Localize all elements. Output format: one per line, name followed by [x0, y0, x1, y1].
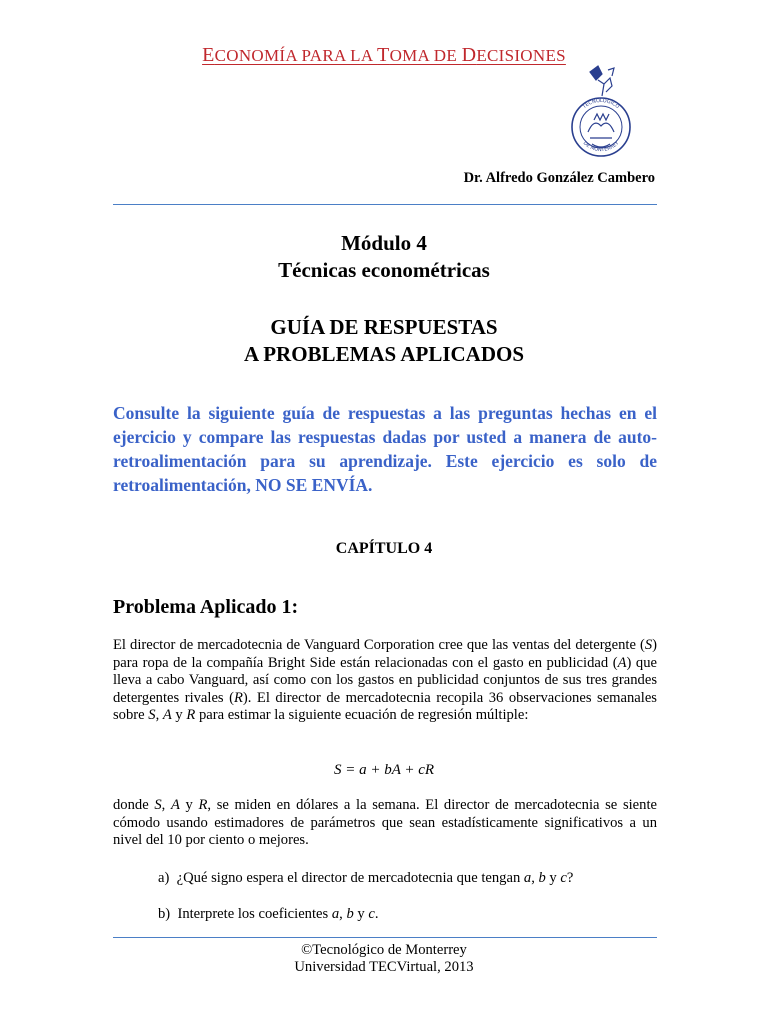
question-a: a) ¿Qué signo espera el director de mercadotecnia que tengan a, b y c? [158, 870, 574, 886]
guide-title [0, 314, 768, 368]
title-rest-1: CONOMÍA PARA LA [214, 46, 378, 65]
course-title [0, 44, 768, 67]
footer-copyright: ©Tecnológico de Monterrey [301, 942, 467, 958]
title-cap-3: D [461, 44, 477, 66]
svg-text:TECNOLÓGICO [581, 97, 621, 111]
chapter-heading: CAPÍTULO 4 [335, 540, 433, 557]
question-b-label: b) [158, 906, 171, 922]
intro-note: Consulte la siguiente guía de respuestas a las preguntas hechas en el ejercicio y compare las respuestas dadas por usted a manera de auto-retroalimentación para su aprendizaje. Este ejercicio es solo de retroalimentación, NO SE ENVÍA. [113, 403, 657, 495]
footer-university: Universidad TECVirtual, 2013 [294, 959, 474, 975]
footer-divider [113, 937, 657, 938]
question-a-label: a) [158, 870, 170, 886]
regression-equation: S = a + bA + cR [333, 762, 435, 778]
title-cap-1: E [202, 44, 215, 66]
tec-monterrey-logo [568, 62, 634, 162]
module-number: Módulo 4 [341, 231, 427, 255]
module-topic: Técnicas econométricas [278, 258, 490, 282]
problem-paragraph-1: El director de mercadotecnia de Vanguard Corporation cree que las ventas del detergente (S) para ropa de la compañía Bright Side están relacionadas con el gasto en publicidad (A) que lleva a cabo Vanguard, así como con los gastos en publicidad conjuntos de sus tres grandes detergentes rivales (R). El director de mercadotecnia recopila 36 observaciones semanales sobre S, A y R para estimar la siguiente ecuación de regresión múltiple: [113, 637, 657, 723]
title-rest-3: ECISIONES [476, 46, 566, 65]
problem-heading: Problema Aplicado 1: [113, 596, 299, 618]
author-name: Dr. Alfredo González Cambero [463, 170, 655, 186]
guide-title-line1: GUÍA DE RESPUESTAS [270, 315, 498, 339]
title-rest-2: OMA DE [389, 46, 462, 65]
question-b: b) Interprete los coeficientes a, b y c. [158, 906, 379, 922]
module-title [0, 230, 768, 284]
guide-title-line2: A PROBLEMAS APLICADOS [243, 342, 525, 366]
problem-paragraph-2: donde S, A y R, se miden en dólares a la semana. El director de mercadotecnia se siente cómodo usando estimadores de parámetros que sean estadísticamente significativos a un nivel del 10 por ciento o mejores. [113, 797, 657, 848]
logo-text-top: TECNOLÓGICO [581, 97, 621, 111]
logo-text-bottom: DE MONTERREY [581, 140, 621, 154]
footer [0, 942, 768, 976]
header-divider [113, 204, 657, 205]
title-cap-2: T [377, 44, 390, 66]
